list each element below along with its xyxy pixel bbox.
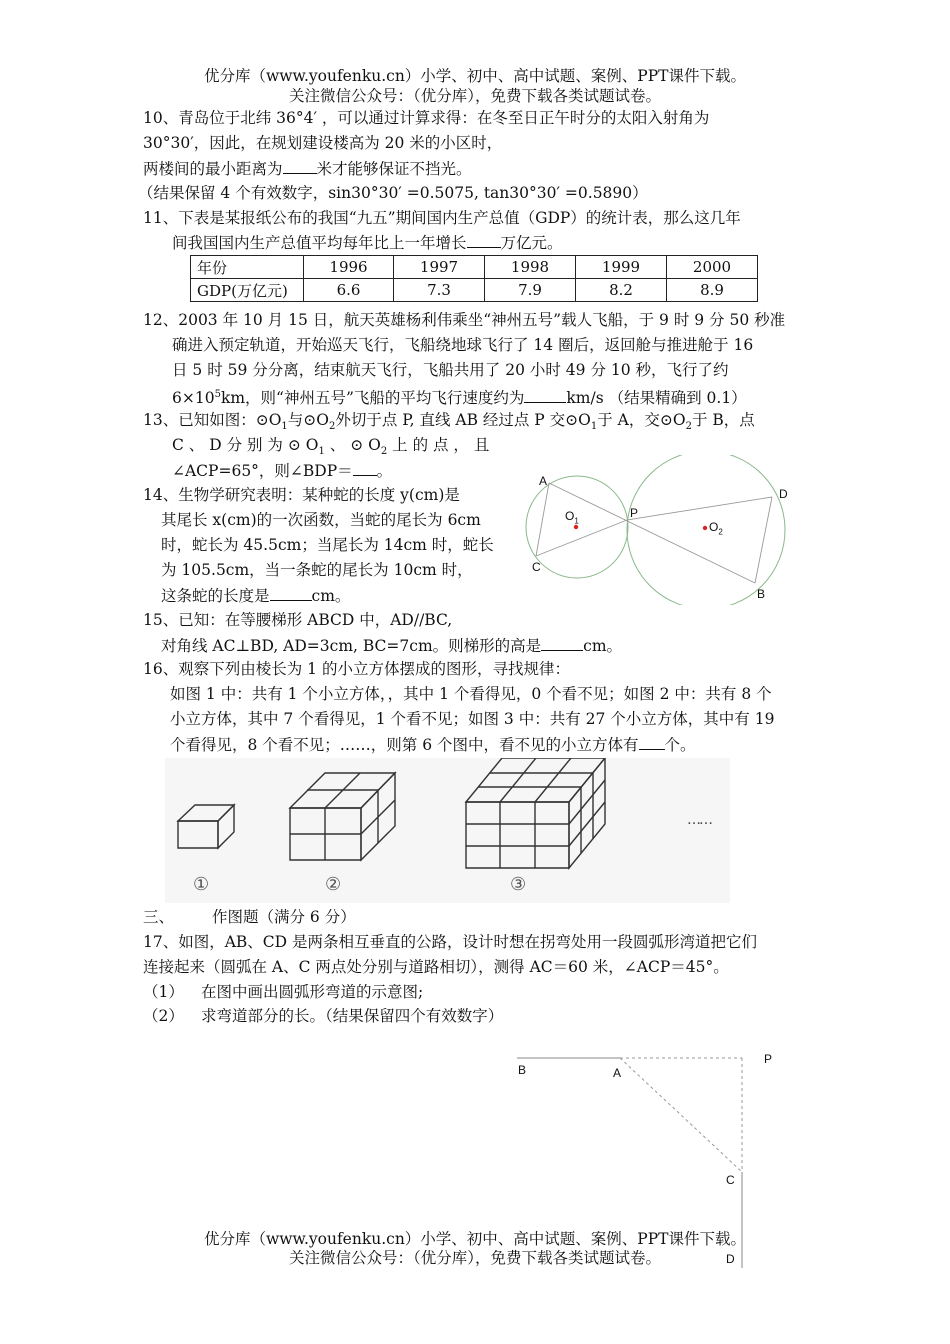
q12-text-b: km，则“神州五号”飞船的平均飞行速度约为 [220, 389, 525, 408]
q13-line-3 [172, 460, 392, 481]
q13-t10: 。 [376, 462, 393, 480]
q15-line-2 [161, 635, 622, 656]
q13-s4: 2 [685, 421, 692, 433]
q13-t4: 于 A，交⊙O [597, 411, 686, 429]
fig17-label-a: A [613, 1066, 622, 1080]
cube-3 [466, 758, 605, 868]
q12-line-4 [172, 385, 747, 408]
q15-text-a: 对角线 AC⊥BD, AD=3cm, BC=7cm。则梯形的高是 [161, 637, 542, 655]
footer-line-1: 优分库（www.youfenku.cn）小学、初中、高中试题、案例、PPT课件下载。 [203, 1230, 747, 1248]
q13-t8: 上 的 点 ， 且 [387, 436, 490, 454]
q12-line-2: 确进入预定轨道，开始巡天飞行，飞船绕地球飞行了 14 圈后，返回舱与推进舱于 16 [172, 336, 754, 354]
table-header-year: 年份 [191, 256, 304, 279]
q10-line-4: （结果保留 4 个有效数字，sin30°30′ =0.5075, tan30°30′ =0.5890） [138, 184, 648, 202]
q12-line-1: 12、2003 年 10 月 15 日，航天英雄杨利伟乘坐“神州五号”载人飞船，于 9 时 9 分 50 秒准 [143, 311, 786, 329]
center-dot-o2 [703, 526, 707, 530]
table-cell: 1997 [394, 256, 485, 279]
table-cell: 2000 [667, 256, 758, 279]
q10-line-2: 30°30′，因此，在规划建设楼高为 20 米的小区时， [143, 134, 503, 152]
q11-line-2 [172, 232, 563, 253]
cube-2 [290, 773, 395, 860]
q10-text-b: 米才能够保证不挡光。 [316, 160, 472, 178]
q10-answer-blank[interactable] [283, 158, 317, 174]
fig17-label-d: D [726, 1252, 735, 1266]
table-header-gdp: GDP(万亿元) [191, 279, 304, 302]
q13-t9: ∠ACP=65°，则∠BDP＝ [172, 462, 353, 480]
fig13-label-d: D [779, 487, 788, 501]
q13-circles-figure [520, 455, 810, 605]
q13-t3: 外切于点 P, 直线 AB 经过点 P 交⊙O [335, 411, 591, 429]
q12-answer-blank[interactable] [524, 387, 566, 403]
q17-line-1: 17、如图，AB、CD 是两条相互垂直的公路，设计时想在拐弯处用一段圆弧形湾道把它们 [143, 933, 758, 951]
q16-answer-blank[interactable] [639, 734, 665, 750]
fig13-label-c: C [532, 560, 541, 574]
q14-line-5 [161, 585, 350, 606]
q17-part-2: 求弯道部分的长。（结果保留四个有效数字） [201, 1007, 504, 1025]
q11-text-a: 间我国国内生产总值平均每年比上一年增长 [172, 234, 467, 252]
header-line-2: 关注微信公众号：（优分库），免费下载各类试题试卷。 [288, 87, 661, 105]
q11-line-1: 11、下表是某报纸公布的我国“九五”期间国内生产总值（GDP）的统计表，那么这几年 [143, 209, 741, 227]
q17-line-2: 连接起来（圆弧在 A、C 两点处分别与道路相切），测得 AC＝60 米，∠ACP＝45°。 [143, 958, 729, 976]
q10-line-3 [143, 158, 472, 179]
q13-t5: 于 B，点 [691, 411, 755, 429]
cube-label-2: ② [325, 874, 342, 895]
segment-ac [620, 1058, 742, 1172]
gdp-table [190, 255, 758, 302]
cube-label-3: ③ [510, 874, 527, 895]
q16-line-3: 小立方体，其中 7 个看得见，1 个看不见；如图 3 中：共有 27 个小立方体，其中有 19 [170, 710, 775, 728]
cube-figures [165, 758, 730, 903]
q15-answer-blank[interactable] [541, 635, 583, 651]
table-cell: 7.3 [394, 279, 485, 302]
table-cell: 8.2 [576, 279, 667, 302]
fig13-label-p: P [630, 506, 639, 520]
q14-text-a: 这条蛇的长度是 [161, 587, 270, 605]
q10-line-1: 10、青岛位于北纬 36°4′ ，可以通过计算求得：在冬至日正午时分的太阳入射角为 [143, 109, 710, 127]
q14-line-1: 14、生物学研究表明：某种蛇的长度 y(cm)是 [143, 486, 460, 504]
fig13-o1-text: O [565, 509, 575, 523]
q14-text-b: cm。 [311, 587, 351, 605]
table-row [191, 256, 758, 279]
q14-line-4: 为 105.5cm，当一条蛇的尾长为 10cm 时， [161, 561, 473, 579]
q10-text-a: 两楼间的最小距离为 [143, 160, 283, 178]
q13-t6: C 、 D 分 别 为 ⊙ O [172, 436, 319, 454]
footer-line-2: 关注微信公众号：（优分库），免费下载各类试题试卷。 [288, 1249, 661, 1267]
fig13-label-o1 [565, 509, 579, 525]
section-3-number: 三、 [143, 908, 175, 926]
fig13-o2-sub: 2 [718, 527, 723, 537]
table-cell: 7.9 [485, 279, 576, 302]
fig17-label-c: C [726, 1173, 735, 1187]
cube-1 [178, 805, 234, 848]
q12-sup: 5 [214, 389, 221, 400]
circle-o2 [627, 455, 785, 605]
line-ab [549, 483, 755, 583]
table-cell: 1999 [576, 256, 667, 279]
q17-part-1-number: （1） [143, 983, 184, 1001]
table-cell: 1998 [485, 256, 576, 279]
fig13-label-a: A [539, 474, 548, 488]
cube-ellipsis: …… [687, 812, 711, 828]
table-cell: 1996 [304, 256, 394, 279]
table-cell: 6.6 [304, 279, 394, 302]
q16-line-1: 16、观察下列由棱长为 1 的小立方体摆成的图形，寻找规律： [143, 660, 570, 678]
q16-line-4 [170, 734, 696, 755]
q15-line-1: 15、已知：在等腰梯形 ABCD 中，AD//BC, [143, 611, 453, 629]
q13-answer-blank[interactable] [353, 460, 377, 476]
q12-line-3: 日 5 时 59 分分离，结束航天飞行，飞船共用了 20 小时 49 分 10 秒，飞行了约 [172, 361, 729, 379]
q12-text-c: km/s （结果精确到 0.1） [566, 389, 747, 408]
fig13-label-b: B [757, 587, 766, 601]
segment-cp [536, 520, 627, 556]
fig13-o1-sub: 1 [574, 516, 579, 526]
q16-line-2: 如图 1 中：共有 1 个小立方体，，其中 1 个看得见，0 个看不见；如图 2 中：共有 8 个 [170, 685, 772, 703]
center-dot-o1 [574, 525, 578, 529]
q16-text-b: 个。 [664, 736, 696, 754]
q14-line-3: 时，蛇长为 45.5cm；当尾长为 14cm 时，蛇长 [161, 536, 494, 554]
q13-t7: 、 ⊙ O [324, 436, 381, 454]
q15-text-b: cm。 [583, 637, 623, 655]
table-row [191, 279, 758, 302]
q13-line-2 [172, 435, 489, 462]
q16-text-a: 个看得见，8 个看不见；……，则第 6 个图中，看不见的小立方体有 [170, 736, 639, 754]
q13-t2: 与⊙O [287, 411, 329, 429]
q14-answer-blank[interactable] [270, 585, 312, 601]
q14-line-2: 其尾长 x(cm)的一次函数，当蛇的尾长为 6cm [161, 511, 481, 529]
q13-t1: 13、已知如图：⊙O [143, 411, 282, 429]
q13-s1: 1 [281, 421, 288, 433]
q13-s2: 2 [329, 421, 336, 433]
q11-text-b: 万亿元。 [500, 234, 563, 252]
header-line-1: 优分库（www.youfenku.cn）小学、初中、高中试题、案例、PPT课件下载。 [203, 67, 747, 85]
cube-label-1: ① [193, 874, 210, 895]
fig17-label-p: P [764, 1052, 773, 1066]
q13-s3: 1 [590, 421, 598, 433]
fig13-o2-text: O [709, 520, 719, 534]
segment-pd [627, 497, 772, 520]
segment-db [755, 497, 772, 583]
q11-answer-blank[interactable] [467, 232, 501, 248]
fig13-label-o2 [709, 520, 723, 536]
q13-s6: 2 [380, 446, 388, 458]
q13-s5: 1 [318, 446, 325, 458]
table-cell: 8.9 [667, 279, 758, 302]
q13-line-1 [143, 410, 755, 437]
q17-part-2-number: （2） [143, 1007, 184, 1025]
q12-text-a: 6×10 [172, 389, 215, 408]
q17-part-1: 在图中画出圆弧形弯道的示意图; [201, 983, 424, 1001]
section-3-title: 作图题（满分 6 分） [212, 908, 356, 926]
fig17-label-b: B [518, 1063, 527, 1077]
